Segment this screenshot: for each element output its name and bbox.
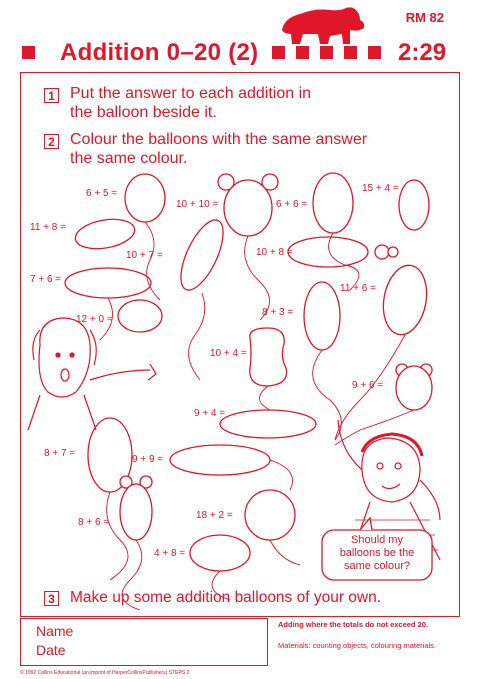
addition-sum: 9 + 4 = bbox=[194, 408, 226, 419]
addition-sum: 10 + 8 = bbox=[256, 247, 293, 258]
sheet-code: RM 82 bbox=[405, 10, 444, 25]
addition-sum: 8 + 7 = bbox=[44, 448, 76, 459]
addition-sum: 8 + 6 = bbox=[78, 517, 110, 528]
addition-sum: 12 + 0 = bbox=[76, 314, 113, 325]
instruction-text bbox=[70, 84, 311, 122]
addition-sum: 11 + 8 = bbox=[30, 222, 66, 233]
note-title: Adding where the totals do not exceed 20. bbox=[278, 620, 429, 629]
name-label: Name bbox=[36, 623, 74, 639]
instruction-line: Put the answer to each addition in bbox=[70, 85, 312, 102]
instruction-number: 2 bbox=[44, 134, 59, 149]
addition-sum: 15 + 4 = bbox=[362, 183, 399, 194]
addition-sum: 9 + 6 = bbox=[352, 380, 384, 391]
copyright: © 1992 Collins Educational (an imprint of HarperCollinsPublishers) STEPS 2 bbox=[20, 670, 190, 676]
addition-sum: 6 + 5 = bbox=[86, 188, 118, 199]
addition-sum: 18 + 2 = bbox=[196, 510, 233, 521]
header-square bbox=[296, 46, 309, 59]
instruction-line: the balloon beside it. bbox=[70, 104, 217, 121]
speech-line: same colour? bbox=[343, 560, 411, 572]
speech-line: balloons be the bbox=[339, 547, 415, 559]
addition-sum: 11 + 6 = bbox=[340, 283, 376, 294]
header-square bbox=[368, 46, 381, 59]
addition-sum: 10 + 4 = bbox=[210, 348, 247, 359]
header-square bbox=[344, 46, 357, 59]
header-square bbox=[320, 46, 333, 59]
task3-text: Make up some addition balloons of your own. bbox=[70, 589, 382, 606]
speech-text bbox=[326, 534, 428, 573]
addition-sum: 7 + 6 = bbox=[30, 274, 62, 285]
bear-icon bbox=[282, 7, 364, 44]
header-square bbox=[272, 46, 285, 59]
header-square bbox=[22, 46, 35, 59]
instruction-text bbox=[70, 130, 367, 168]
addition-sum: 4 + 8 = bbox=[154, 548, 186, 559]
instruction-number: 3 bbox=[44, 591, 59, 606]
note-materials: Materials: counting objects, colouring materials. bbox=[278, 641, 436, 650]
addition-sum: 8 + 3 = bbox=[262, 307, 294, 318]
addition-sum: 10 + 7 = bbox=[126, 250, 163, 261]
sheet-reference: 2:29 bbox=[398, 39, 447, 66]
date-label: Date bbox=[36, 642, 66, 658]
addition-sum: 10 + 10 = bbox=[176, 199, 219, 210]
page-title: Addition 0–20 (2) bbox=[60, 39, 259, 66]
instruction-number: 1 bbox=[44, 88, 59, 103]
addition-sum: 9 + 9 = bbox=[132, 454, 164, 465]
speech-line: Should my bbox=[351, 534, 403, 546]
addition-sum: 6 + 6 = bbox=[276, 199, 308, 210]
instruction-line: Colour the balloons with the same answer bbox=[70, 131, 368, 148]
instruction-line: the same colour. bbox=[70, 150, 188, 167]
